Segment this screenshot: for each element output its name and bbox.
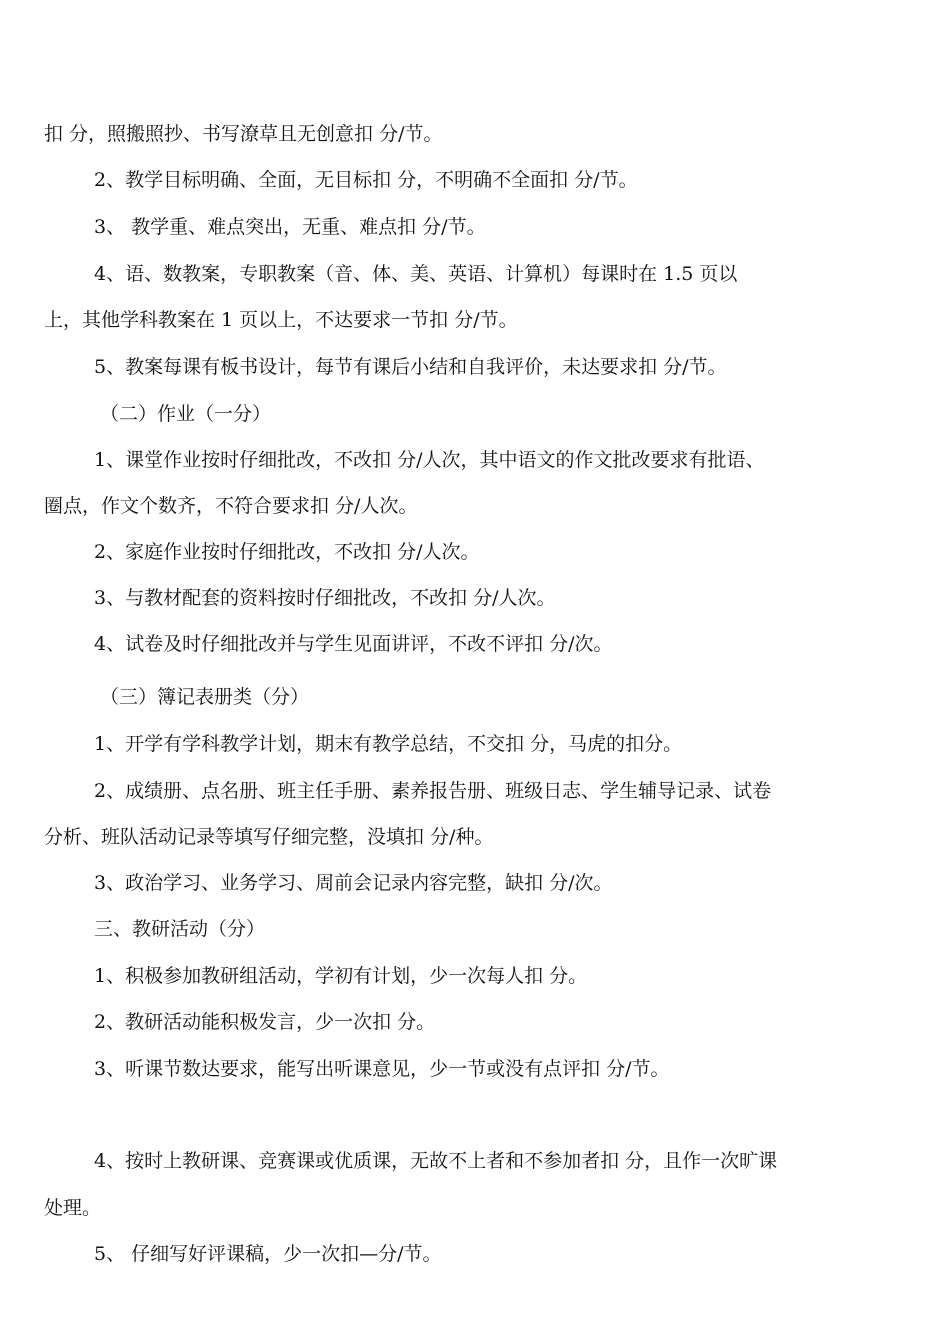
text-line: 4、按时上教研课、竞赛课或优质课，无故不上者和不参加者扣 分，且作一次旷课 (94, 1150, 778, 1172)
text-line: 5、 仔细写好评课稿，少一次扣—分/节。 (94, 1243, 442, 1265)
section-heading: （二）作业（一分） (100, 403, 272, 425)
text-line: 1、课堂作业按时仔细批改，不改扣 分/人次，其中语文的作文批改要求有批语、 (94, 449, 765, 471)
text-line: 处理。 (44, 1197, 102, 1219)
text-line: 3、政治学习、业务学习、周前会记录内容完整，缺扣 分/次。 (94, 872, 613, 894)
text-line: 4、语、数教案，专职教案（音、体、美、英语、计算机）每课时在 1.5 页以 (94, 263, 738, 285)
text-line: 上，其他学科教案在 1 页以上，不达要求一节扣 分/节。 (44, 309, 518, 331)
section-heading: （三）簿记表册类（分） (100, 686, 310, 708)
text-line: 1、开学有学科教学计划，期末有教学总结，不交扣 分，马虎的扣分。 (94, 733, 683, 755)
text-line: 2、教学目标明确、全面，无目标扣 分，不明确不全面扣 分/节。 (94, 169, 638, 191)
text-line: 2、家庭作业按时仔细批改，不改扣 分/人次。 (94, 541, 480, 563)
text-line: 3、 教学重、难点突出，无重、难点扣 分/节。 (94, 216, 486, 238)
text-line: 扣 分，照搬照抄、书写潦草且无创意扣 分/节。 (44, 123, 443, 145)
text-line: 1、积极参加教研组活动，学初有计划，少一次每人扣 分。 (94, 965, 588, 987)
text-line: 圈点，作文个数齐，不符合要求扣 分/人次。 (44, 495, 418, 517)
text-line: 分析、班队活动记录等填写仔细完整，没填扣 分/种。 (44, 826, 494, 848)
section-heading: 三、教研活动（分） (94, 918, 266, 940)
text-line: 4、试卷及时仔细批改并与学生见面讲评，不改不评扣 分/次。 (94, 633, 613, 655)
text-line: 3、与教材配套的资料按时仔细批改，不改扣 分/人次。 (94, 587, 556, 609)
text-line: 2、教研活动能积极发言，少一次扣 分。 (94, 1011, 436, 1033)
text-line: 5、教案每课有板书设计，每节有课后小结和自我评价，未达要求扣 分/节。 (94, 356, 727, 378)
text-line: 2、成绩册、点名册、班主任手册、素养报告册、班级日志、学生辅导记录、试卷 (94, 780, 772, 802)
text-line: 3、听课节数达要求，能写出听课意见，少一节或没有点评扣 分/节。 (94, 1058, 670, 1080)
